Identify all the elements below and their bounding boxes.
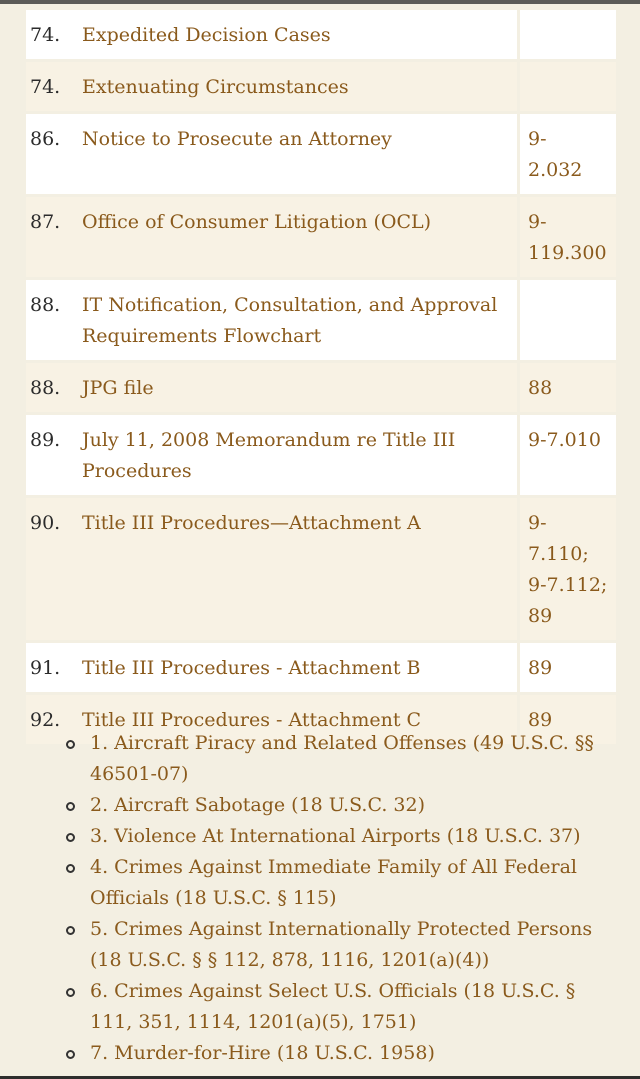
list-item[interactable]: [66, 852, 611, 914]
offense-list: [66, 728, 611, 1069]
table-row: [26, 280, 616, 363]
row-reference[interactable]: 9- 2.032: [528, 128, 583, 181]
list-item-link[interactable]: 7. Murder-for-Hire (18 U.S.C. 1958): [90, 1042, 435, 1064]
row-reference[interactable]: 88: [528, 377, 553, 399]
bullet-circle-icon: [66, 1050, 75, 1059]
table-row: [26, 415, 616, 498]
bullet-circle-icon: [66, 802, 75, 811]
row-title-link[interactable]: Extenuating Circumstances: [70, 62, 520, 111]
row-number: 86.: [30, 128, 61, 150]
row-number: 92.: [30, 709, 61, 731]
row-reference[interactable]: 89: [528, 709, 553, 731]
row-title-link[interactable]: Title III Procedures - Attachment B: [70, 643, 520, 692]
row-number: 88.: [30, 377, 61, 399]
row-title-link[interactable]: Title III Procedures - Attachment C: [70, 695, 520, 744]
table-row: [26, 10, 616, 62]
row-number: 88.: [30, 294, 61, 316]
row-reference[interactable]: 9- 119.300: [528, 211, 607, 264]
table-row: [26, 114, 616, 197]
table-row: [26, 643, 616, 695]
top-divider: [0, 0, 640, 4]
row-number: 74.: [30, 76, 61, 98]
row-reference[interactable]: 89: [528, 657, 553, 679]
row-reference: [520, 62, 616, 111]
table-row: [26, 197, 616, 280]
row-number: 90.: [30, 512, 61, 534]
row-title-link[interactable]: Expedited Decision Cases: [70, 10, 520, 59]
list-item-link[interactable]: 4. Crimes Against Immediate Family of All Federal Officials (18 U.S.C. § 115): [90, 856, 578, 909]
resource-table: [26, 10, 616, 747]
row-reference: [520, 280, 616, 360]
list-item[interactable]: [66, 821, 611, 852]
list-item-link[interactable]: 6. Crimes Against Select U.S. Officials (18 U.S.C. § 111, 351, 1114, 1201(a)(5), 1751): [90, 980, 576, 1033]
bullet-circle-icon: [66, 740, 75, 749]
list-item[interactable]: [66, 1038, 611, 1069]
row-title-link[interactable]: IT Notification, Consultation, and Approval Requirements Flowchart: [70, 280, 520, 360]
list-item[interactable]: [66, 728, 611, 790]
list-item-link[interactable]: 3. Violence At International Airports (18 U.S.C. 37): [90, 825, 581, 847]
row-title-link[interactable]: Notice to Prosecute an Attorney: [70, 114, 520, 194]
bullet-circle-icon: [66, 833, 75, 842]
row-number: 87.: [30, 211, 61, 233]
list-item-link[interactable]: 1. Aircraft Piracy and Related Offenses (49 U.S.C. §§ 46501-07): [90, 732, 594, 785]
row-reference: [520, 10, 616, 59]
list-item[interactable]: [66, 976, 611, 1038]
row-number: 91.: [30, 657, 61, 679]
table-row: [26, 62, 616, 114]
bullet-circle-icon: [66, 926, 75, 935]
row-reference[interactable]: 9-7.010: [528, 429, 601, 451]
list-item[interactable]: [66, 790, 611, 821]
row-number: 74.: [30, 24, 61, 46]
list-item-link[interactable]: 2. Aircraft Sabotage (18 U.S.C. 32): [90, 794, 426, 816]
table-row: [26, 498, 616, 643]
list-item-link[interactable]: 5. Crimes Against Internationally Protected Persons (18 U.S.C. § § 112, 878, 1116, 1201(a)(4)): [90, 918, 593, 971]
row-title-link[interactable]: Title III Procedures—Attachment A: [70, 498, 520, 640]
table-row: [26, 363, 616, 415]
row-title-link[interactable]: JPG file: [70, 363, 520, 412]
row-reference[interactable]: 9- 7.110; 9-7.112; 89: [528, 512, 608, 627]
row-title-link[interactable]: Office of Consumer Litigation (OCL): [70, 197, 520, 277]
list-item[interactable]: [66, 914, 611, 976]
bullet-circle-icon: [66, 988, 75, 997]
bullet-circle-icon: [66, 864, 75, 873]
row-title-link[interactable]: July 11, 2008 Memorandum re Title III Procedures: [70, 415, 520, 495]
row-number: 89.: [30, 429, 61, 451]
